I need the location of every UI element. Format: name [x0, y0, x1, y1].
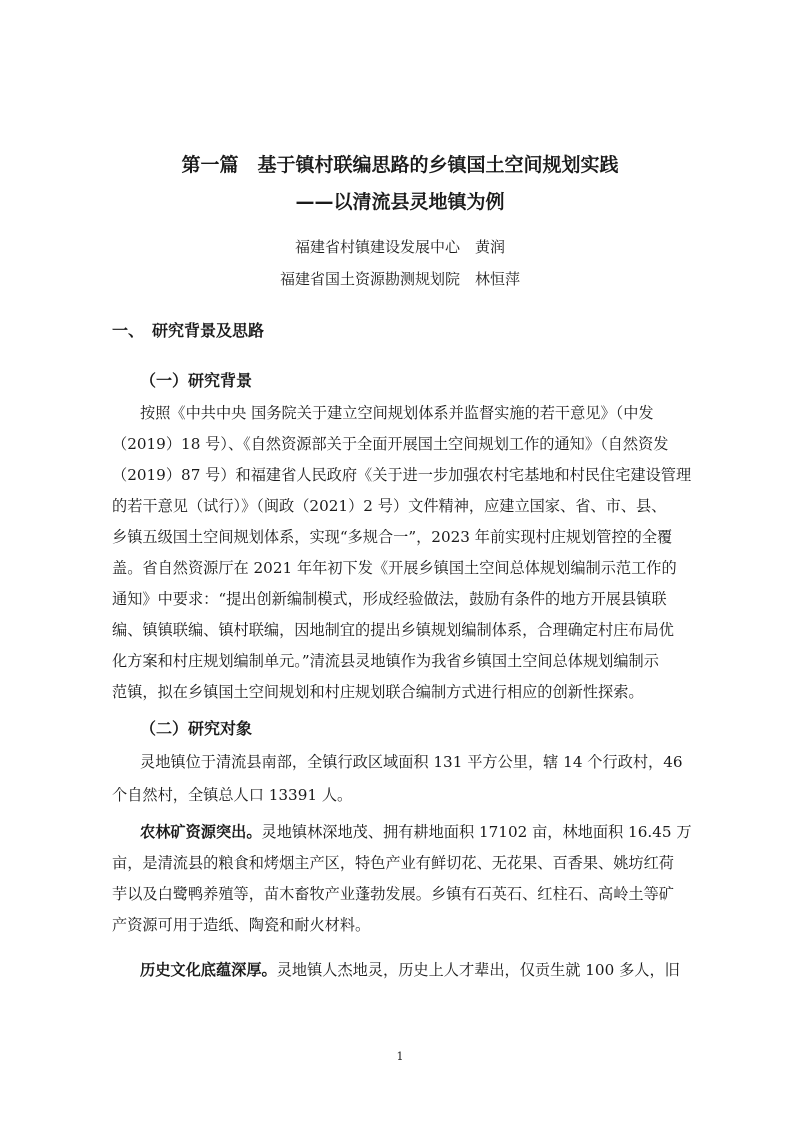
paragraph-line: 按照《中共中央 国务院关于建立空间规划体系并监督实施的若干意见》（中发 [140, 404, 654, 422]
paragraph-line: 的若干意见（试行）》（闽政（2021）2 号）文件精神，应建立国家、省、市、县、 [112, 497, 667, 515]
paragraph-line: 乡镇五级国土空间规划体系，实现“多规合一”，2023 年前实现村庄规划管控的全覆 [112, 528, 673, 546]
page-number: 1 [396, 1050, 404, 1063]
paragraph-line: （2019）18 号）、《自然资源部关于全面开展国土空间规划工作的通知》（自然资发 [112, 435, 669, 453]
paragraph-line: 盖。省自然资源厅在 2021 年年初下发《开展乡镇国土空间总体规划编制示范工作的 [112, 559, 677, 577]
paragraph-line: 化方案和村庄规划编制单元。”清流县灵地镇作为我省乡镇国土空间总体规划编制示 [112, 652, 659, 670]
paragraph-line: 亩，是清流县的粮食和烤烟主产区，特色产业有鲜切花、无花果、百香果、姚坊红荷 [112, 854, 674, 872]
paragraph-line: 产资源可用于造纸、陶瓷和耐火材料。 [112, 916, 371, 934]
paragraph-line [140, 822, 700, 842]
paragraph-line: 通知》中要求：“提出创新编制模式，形成经验做法，鼓励有条件的地方开展县镇联 [112, 590, 667, 608]
paragraph-line: 个自然村，全镇总人口 13391 人。 [112, 786, 353, 804]
paragraph-line: 编、镇镇联编、镇村联编，因地制宜的提出乡镇规划编制体系，合理确定村庄布局优 [112, 621, 674, 639]
paragraph-text: 灵地镇林深地茂、拥有耕地面积 17102 亩，林地面积 16.45 万 [261, 823, 692, 841]
author-affiliation-1: 福建省村镇建设发展中心 黄润 [294, 238, 505, 256]
bold-lead-resources: 农林矿资源突出。 [140, 823, 262, 841]
document-title-line1: 第一篇 基于镇村联编思路的乡镇国土空间规划实践 [181, 154, 619, 176]
paragraph-line: （2019）87 号）和福建省人民政府《关于进一步加强农村宅基地和村民住宅建设管理 [112, 466, 692, 484]
paragraph-line: 芋以及白鹭鸭养殖等，苗木畜牧产业蓬勃发展。乡镇有石英石、红柱石、高岭土等矿 [112, 885, 674, 903]
author-affiliation-2: 福建省国土资源勘测规划院 林恒萍 [279, 270, 520, 288]
paragraph-line [140, 960, 700, 980]
section-heading-1: 一、 研究背景及思路 [112, 321, 265, 340]
paragraph-line: 范镇，拟在乡镇国土空间规划和村庄规划联合编制方式进行相应的创新性探索。 [112, 683, 644, 701]
paragraph-text: 灵地镇人杰地灵，历史上人才辈出，仅贡生就 100 多人，旧 [276, 961, 680, 979]
document-title-line2: ——以清流县灵地镇为例 [295, 191, 505, 213]
subsection-heading-background: （一）研究背景 [140, 371, 253, 390]
bold-lead-history: 历史文化底蕴深厚。 [140, 961, 277, 979]
subsection-heading-object: （二）研究对象 [140, 719, 253, 738]
paragraph-line: 灵地镇位于清流县南部，全镇行政区域面积 131 平方公里，辖 14 个行政村，46 [140, 753, 683, 771]
